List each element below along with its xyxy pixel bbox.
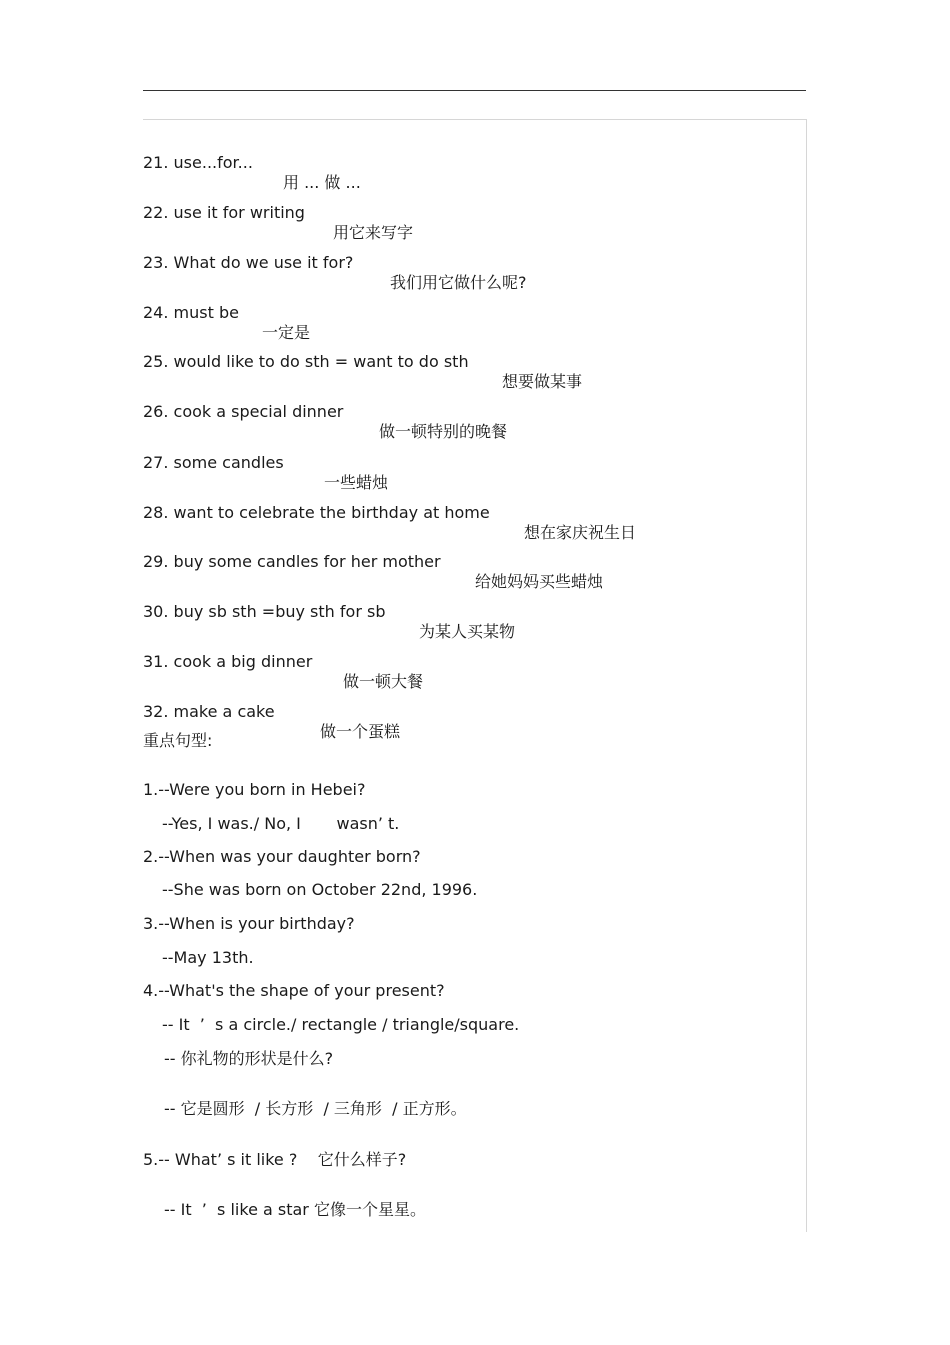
phrase-english: 22. use it for writing [143,203,305,222]
sentence-answer: --May 13th. [162,948,254,967]
sentence-question: 4.--What's the shape of your present? [143,981,445,1000]
phrase-chinese: 做一顿特别的晚餐 [379,422,508,441]
phrase-english: 29. buy some candles for her mother [143,552,441,571]
phrase-english: 23. What do we use it for? [143,253,354,272]
phrase-english: 32. make a cake [143,702,275,721]
phrase-english: 26. cook a special dinner [143,402,344,421]
header-rule [143,90,806,91]
phrase-english: 25. would like to do sth = want to do sth [143,352,469,371]
sentence-answer: --She was born on October 22nd, 1996. [162,880,478,899]
phrase-chinese: 用 ... 做 ... [283,173,361,192]
sentence-question: 3.--When is your birthday? [143,914,355,933]
phrase-chinese: 做一个蛋糕 [320,722,401,741]
phrase-chinese: 做一顿大餐 [343,672,424,691]
phrase-english: 24. must be [143,303,239,322]
phrase-chinese: 一些蜡烛 [324,473,389,492]
sentence-translation: -- 你礼物的形状是什么? [164,1049,334,1068]
section-title: 重点句型: [143,731,213,750]
phrase-english: 21. use...for... [143,153,253,172]
sentence-question: 1.--Were you born in Hebei? [143,780,366,799]
sentence-translation: -- 它是圆形 / 长方形 / 三角形 / 正方形。 [164,1099,467,1118]
phrase-chinese: 用它来写字 [333,223,414,242]
phrase-english: 30. buy sb sth =buy sth for sb [143,602,386,621]
phrase-chinese: 我们用它做什么呢? [390,273,527,292]
sentence-answer: --Yes, I was./ No, I wasn’ t. [162,814,400,833]
phrase-chinese: 想要做某事 [502,372,583,391]
phrase-english: 28. want to celebrate the birthday at home [143,503,490,522]
phrase-chinese: 给她妈妈买些蜡烛 [475,572,604,591]
phrase-chinese: 想在家庆祝生日 [524,523,637,542]
phrase-english: 31. cook a big dinner [143,652,313,671]
phrase-english: 27. some candles [143,453,284,472]
phrase-chinese: 一定是 [262,323,311,342]
sentence-question: 2.--When was your daughter born? [143,847,421,866]
sentence-question: 5.-- What’ s it like ? 它什么样子? [143,1150,407,1169]
sentence-answer: -- It ’ s like a star 它像一个星星。 [164,1200,426,1219]
phrase-chinese: 为某人买某物 [419,622,516,641]
sentence-answer: -- It ’ s a circle./ rectangle / triangle/square. [162,1015,520,1034]
